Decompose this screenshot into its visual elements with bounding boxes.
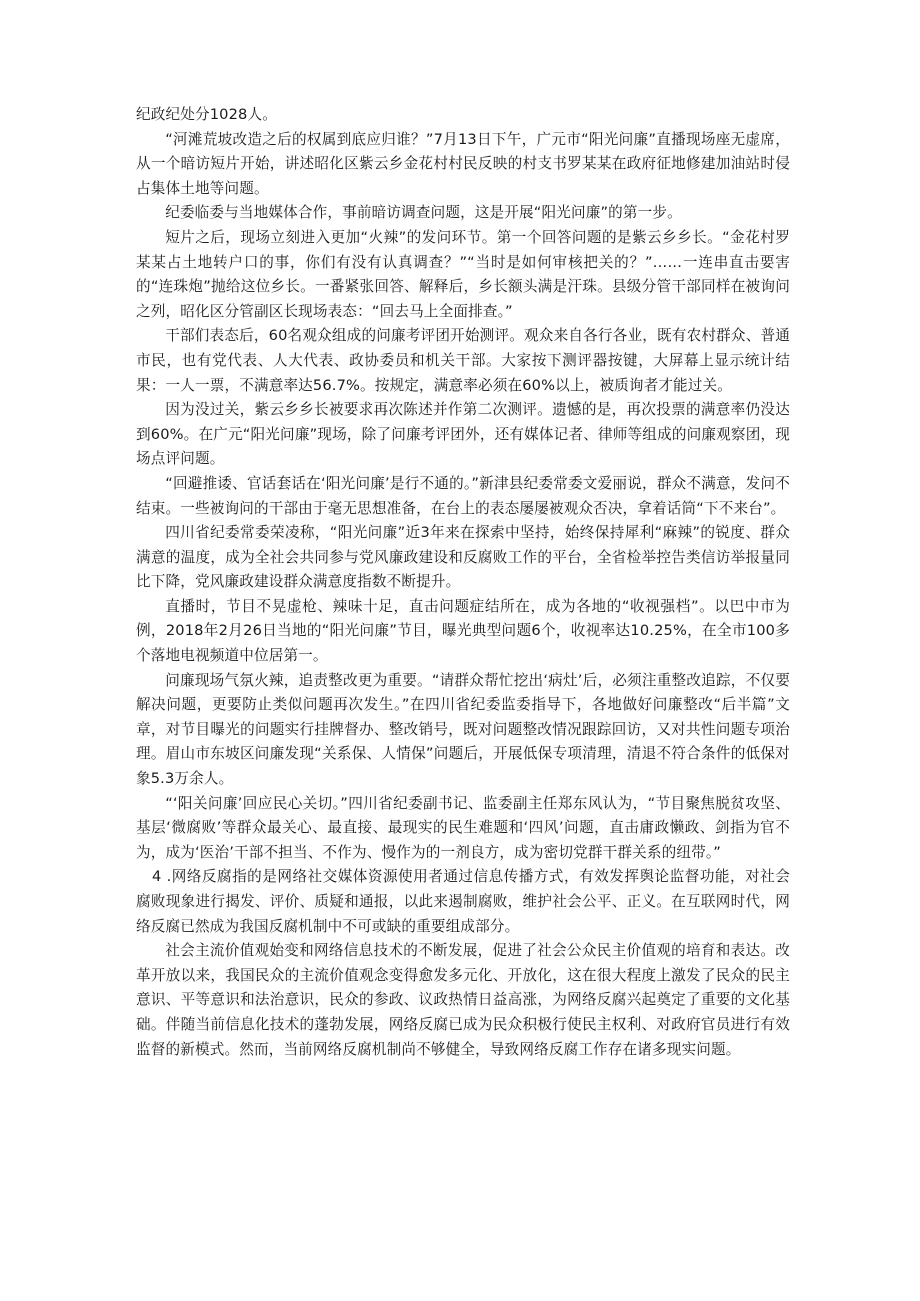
paragraph-deputy-secretary-quote: “‘阳关问廉’回应民心关切。”四川省纪委副书记、监委副主任郑东风认为，“节目聚焦脱贫攻坚、基层‘微腐败’等群众最关心、最直接、最现实的民生难题和‘四风’问题，直击庸政懒政、剑指为官不为，成为‘医治’干部不担当、不作为、慢作为的一剂良方，成为密切党群干群关系的纽带。” <box>136 794 790 861</box>
paragraph-social-values: 社会主流价值观始变和网络信息技术的不断发展，促进了社会公众民主价值观的培育和表达。改革开放以来，我国民众的主流价值观念变得愈发多元化、开放化，这在很大程度上激发了民众的民主意识、平等意识和法治意识，民众的参政、议政热情日益高涨，为网络反腐兴起奠定了重要的文化基础。伴随当前信息化技术的蓬勃发展，网络反腐已成为民众积极行使民主权利、对政府官员进行有效监督的新模式。然而，当前网络反腐机制尚不够健全，导致网络反腐工作存在诸多现实问题。 <box>136 942 790 1058</box>
paragraph-provincial-commission: 四川省纪委常委荣凌称，“阳光问廉”近3年来在探索中坚持，始终保持犀利“麻辣”的锐度、群众满意的温度，成为全社会共同参与党风廉政建设和反腐败工作的平台，全省检举控告类信访举报量同比下降，党风廉政建设群众满意度指数不断提升。 <box>136 524 790 591</box>
paragraph-rectification: 问廉现场气氛火辣，追责整改更为重要。“请群众帮忙挖出‘病灶’后，必须注重整改追踪，不仅要解决问题，更要防止类似问题再次发生。”在四川省纪委监委指导下，各地做好问廉整改“后半篇”文章，对节目曝光的问题实行挂牌督办、整改销号，既对问题整改情况跟踪回访，又对共性问题专项治理。眉山市东坡区问廉发现“关系保、人情保”问题后，开展低保专项清理，清退不符合条件的低保对象5.3万余人。 <box>136 671 790 788</box>
document-page <box>136 103 790 1062</box>
paragraph-questioning-session: 短片之后，现场立刻进入更加“火辣”的发问环节。第一个回答问题的是紫云乡乡长。“金花村罗某某占土地转户口的事，你们有没有认真调查？”“当时是如何审核把关的？”……一连串直击要害的“连珠炮”抛给这位乡长。一番紧张回答、解释后，乡长额头满是汗珠。县级分管干部同样在被询问之列，昭化区分管副区长现场表态：“回去马上全面排查。” <box>136 228 790 320</box>
paragraph-evaluation-panel: 干部们表态后，60名观众组成的问廉考评团开始测评。观众来自各行各业，既有农村群众、普通市民，也有党代表、人大代表、政协委员和机关干部。大家按下测评器按键，大屏幕上显示统计结果：一人一票，不满意率达56.7%。按规定，满意率必须在60%以上，被质询者才能过关。 <box>136 327 790 394</box>
paragraph-ratings: 直播时，节目不晃虚枪、辣味十足，直击问题症结所在，成为各地的“收视强档”。以巴中市为例，2018年2月26日当地的“阳光问廉”节目，曝光典型问题6个，收视率达10.25%，在全市100多个落地电视频道中位居第一。 <box>136 597 790 665</box>
paragraph-second-evaluation: 因为没过关，紫云乡乡长被要求再次陈述并作第二次测评。遗憾的是，再次投票的满意率仍没达到60%。在广元“阳光问廉”现场，除了问廉考评团外，还有媒体记者、律师等组成的问廉观察团，现场点评问题。 <box>136 401 790 468</box>
paragraph-section-4-online-anticorruption: 4 .网络反腐指的是网络社交媒体资源使用者通过信息传播方式，有效发挥舆论监督功能，对社会腐败现象进行揭发、评价、质疑和通报，以此来遏制腐败，维护社会公平、正义。在互联网时代，网络反腐已然成为我国反腐机制中不可或缺的重要组成部分。 <box>136 868 790 935</box>
paragraph-continuation: 纪政纪处分1028人。 <box>136 106 277 123</box>
paragraph-xinjin-quote: “回避推诿、官话套话在‘阳光问廉’是行不通的。”新津县纪委常委文爱丽说，群众不满意，发问不结束。一些被询问的干部由于毫无思想准备，在台上的表态屡屡被观众否决，拿着话筒“下不来台”。 <box>136 474 790 517</box>
paragraph-first-step: 纪委临委与当地媒体合作，事前暗访调查问题，这是开展“阳光问廉”的第一步。 <box>165 204 682 222</box>
paragraph-river-beach-question: “河滩荒坡改造之后的权属到底应归谁？”7月13日下午，广元市“阳光问廉”直播现场座无虚席，从一个暗访短片开始，讲述昭化区紫云乡金花村村民反映的村支书罗某某在政府征地修建加油站时侵占集体土地等问题。 <box>136 130 790 197</box>
